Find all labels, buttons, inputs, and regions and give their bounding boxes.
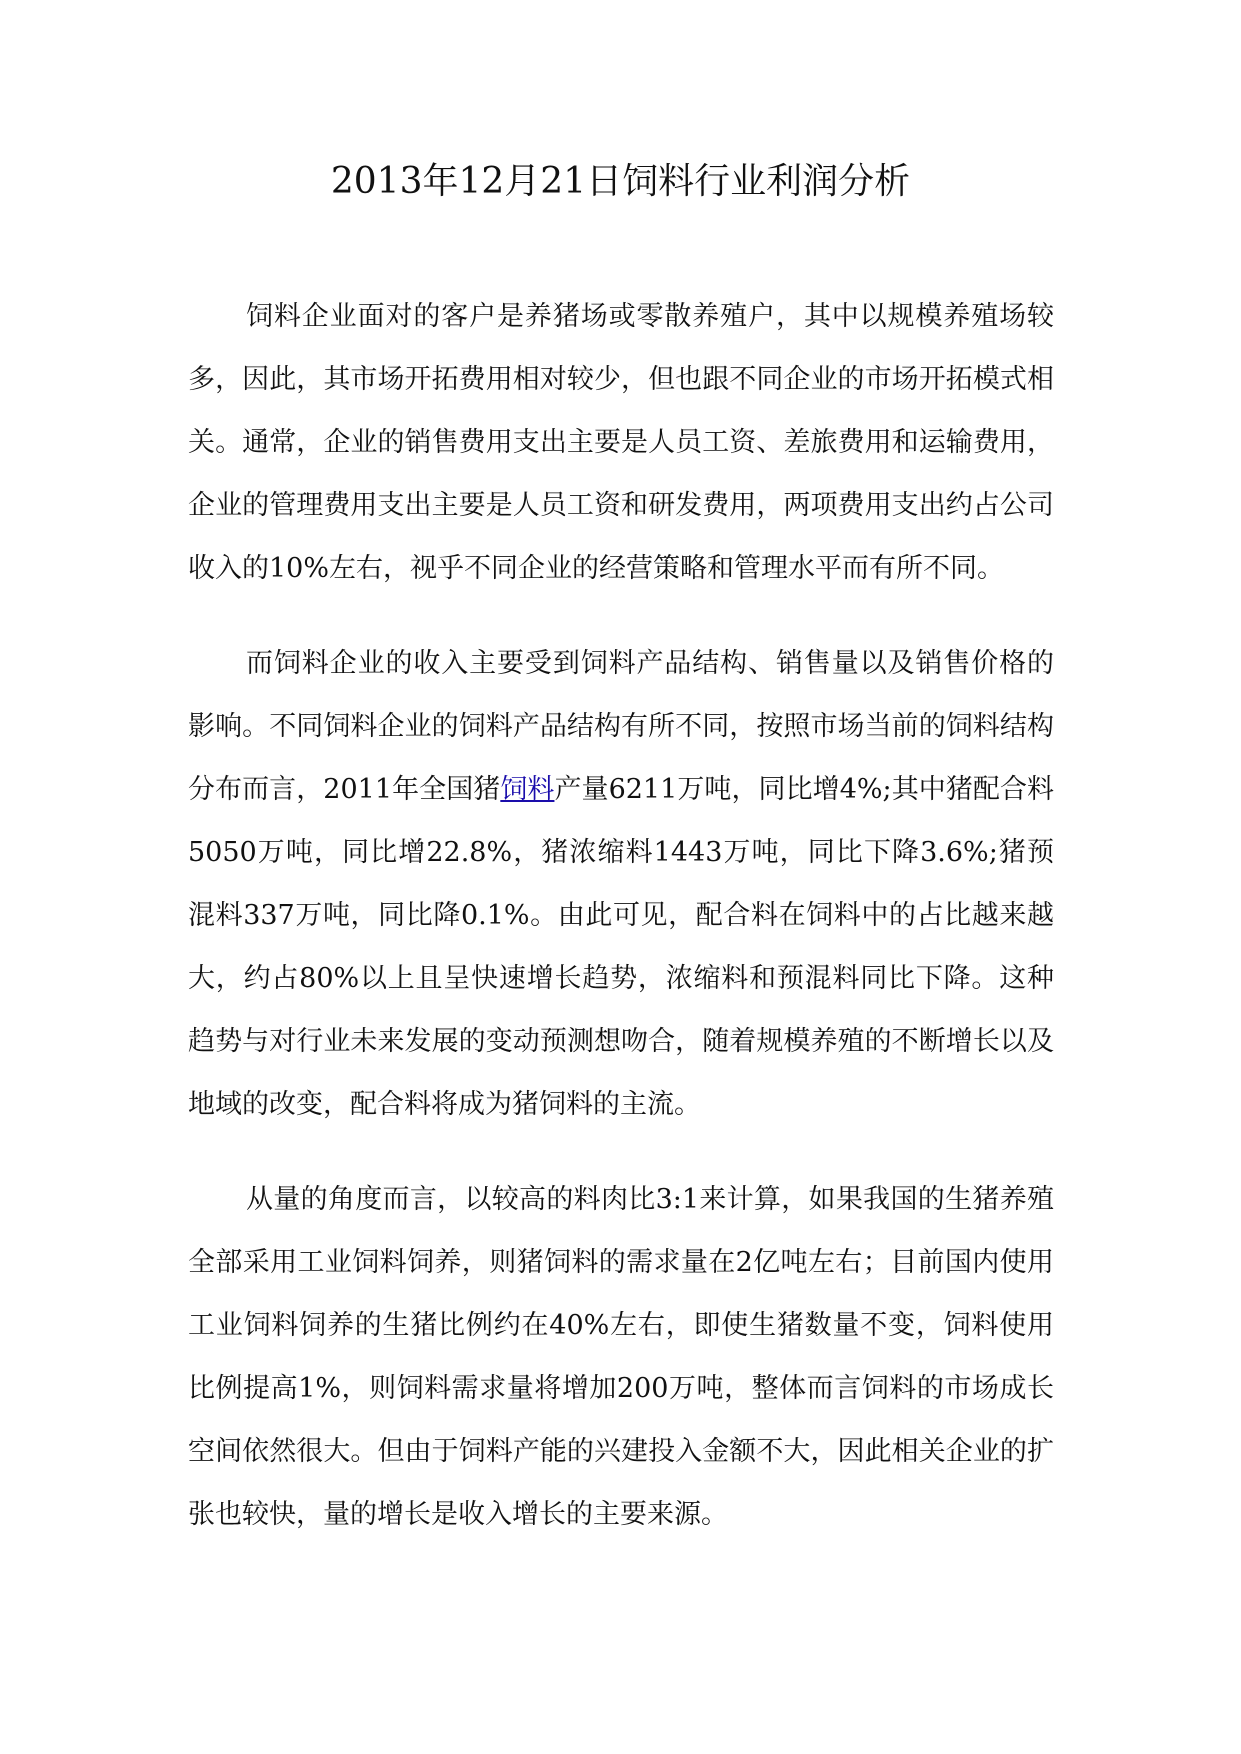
paragraph-revenue-structure [188,632,1054,1136]
paragraph-costs: 饲料企业面对的客户是养猪场或零散养殖户，其中以规模养殖场较多，因此，其市场开拓费用相对较少，但也跟不同企业的市场开拓模式相关。通常，企业的销售费用支出主要是人员工资、差旅费用和运输费用，企业的管理费用支出主要是人员工资和研发费用，两项费用支出约占公司收入的10%左右，视乎不同企业的经营策略和管理水平而有所不同。 [188,301,1054,584]
feed-link[interactable]: 饲料 [500,774,555,805]
paragraph-demand-volume: 从量的角度而言，以较高的料肉比3:1来计算，如果我国的生猪养殖全部采用工业饲料饲养，则猪饲料的需求量在2亿吨左右；目前国内使用工业饲料饲养的生猪比例约在40%左右，即使生猪数量不变，饲料使用比例提高1%，则饲料需求量将增加200万吨，整体而言饲料的市场成长空间依然很大。但由于饲料产能的兴建投入金额不大，因此相关企业的扩张也较快，量的增长是收入增长的主要来源。 [188,1184,1054,1530]
paragraph-text-before-link: 而饲料企业的收入主要受到饲料产品结构、销售量以及销售价格的影响。不同饲料企业的饲料产品结构有所不同，按照市场当前的饲料结构分布而言，2011年全国猪 [188,648,1054,805]
document-title: 2013年12月21日饲料行业利润分析 [330,161,911,202]
document-body [188,285,1054,1578]
paragraph-text-after-link: 产量6211万吨，同比增4%;其中猪配合料5050万吨，同比增22.8%，猪浓缩料1443万吨，同比下降3.6%;猪预混料337万吨，同比降0.1%。由此可见，配合料在饲料中的占比越来越大，约占80%以上且呈快速增长趋势，浓缩料和预混料同比下降。这种趋势与对行业未来发展的变动预测想吻合，随着规模养殖的不断增长以及地域的改变，配合料将成为猪饲料的主流。 [188,774,1054,1120]
